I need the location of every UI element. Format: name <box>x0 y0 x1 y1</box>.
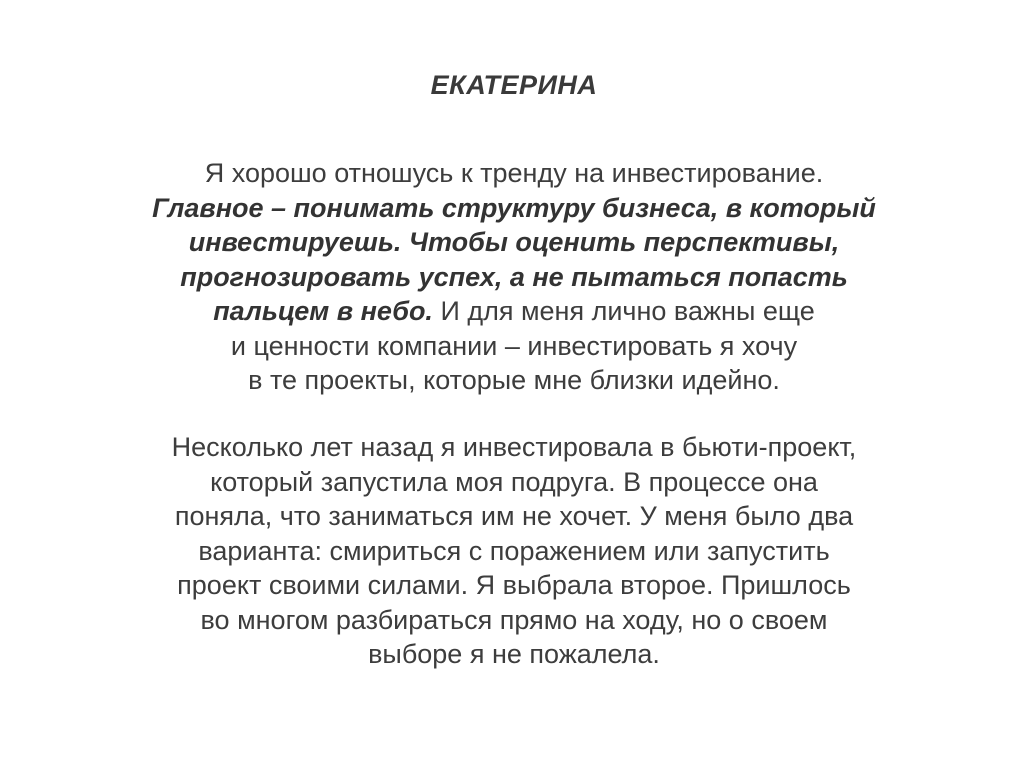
mixed-line <box>0 294 1028 329</box>
text-line: и ценности компании – инвестировать я хочу <box>230 330 798 361</box>
paragraph-opinion <box>0 156 1028 398</box>
text-line: проект своими силами. Я выбрала второе. Пришлось <box>177 570 851 600</box>
text-line: который запустила моя подруга. В процессе она <box>210 466 818 497</box>
paragraph-story <box>0 430 1028 672</box>
emphasized-line: Главное – понимать структуру бизнеса, в который <box>152 192 876 223</box>
text-segment: И для меня лично важны еще <box>432 296 815 326</box>
author-name: ЕКАТЕРИНА <box>430 70 598 100</box>
emphasized-line: инвестируешь. Чтобы оценить перспективы, <box>188 227 840 257</box>
text-line: в те проекты, которые мне близки идейно. <box>248 365 780 395</box>
emphasized-line: прогнозировать успех, а не пытаться попасть <box>180 261 848 292</box>
text-line: поняла, что заниматься им не хочет. У меня было два <box>174 501 854 531</box>
text-line: Я хорошо отношусь к тренду на инвестирование. <box>204 158 824 188</box>
text-line: варианта: смириться с поражением или запустить <box>198 535 830 566</box>
text-line: выборе я не пожалела. <box>368 639 660 669</box>
text-line: во многом разбираться прямо на ходу, но о своем <box>200 604 828 635</box>
text-line: Несколько лет назад я инвестировала в бьюти-проект, <box>171 432 857 462</box>
emphasized-text: пальцем в небо. <box>213 296 433 326</box>
